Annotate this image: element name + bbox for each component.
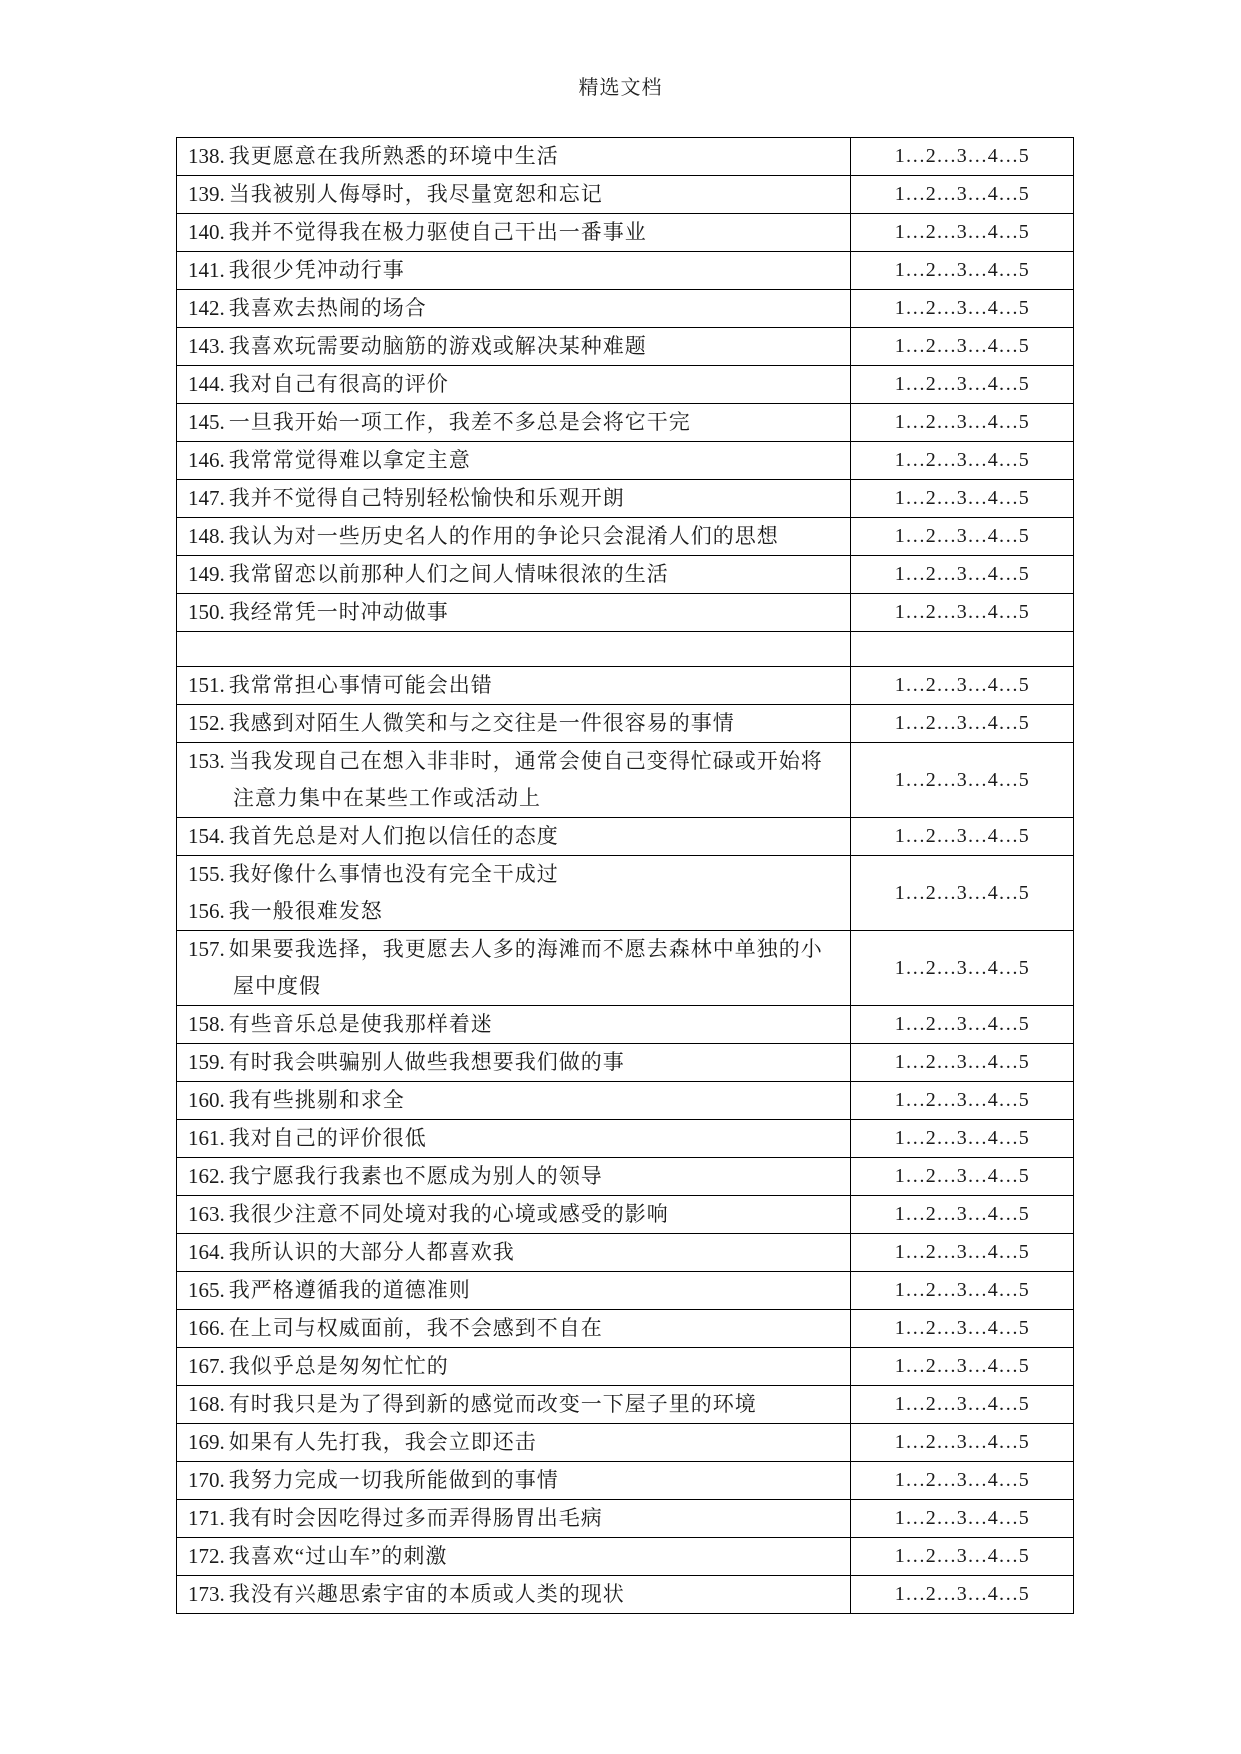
question-number: 172. [188, 1544, 225, 1568]
question-line [188, 1576, 850, 1613]
question-item [188, 518, 850, 555]
question-item [188, 442, 850, 479]
question-item [188, 1196, 850, 1233]
question-item [188, 818, 850, 855]
question-line [188, 893, 850, 930]
question-item [188, 1158, 850, 1195]
table-row [177, 931, 1074, 1006]
table-row [177, 856, 1074, 931]
question-item [188, 176, 850, 213]
rating-cell [851, 1082, 1074, 1120]
question-item [188, 743, 850, 817]
table-row [177, 1234, 1074, 1272]
rating-cell [851, 518, 1074, 556]
question-number: 141. [188, 258, 225, 282]
question-text: 我严格遵循我的道德准则 [228, 1278, 471, 1302]
question-cell [177, 1044, 851, 1082]
question-line [188, 856, 850, 893]
rating-scale: 1…2…3…4…5 [894, 563, 1030, 585]
question-number: 170. [188, 1468, 225, 1492]
question-item [188, 290, 850, 327]
question-line [188, 1006, 850, 1043]
question-cell [177, 632, 851, 667]
table-row [177, 1082, 1074, 1120]
question-cell [177, 705, 851, 743]
rating-scale: 1…2…3…4…5 [894, 1393, 1030, 1415]
table-row [177, 1462, 1074, 1500]
rating-cell [851, 818, 1074, 856]
table-row [177, 1158, 1074, 1196]
question-text: 我有些挑剔和求全 [228, 1088, 405, 1112]
question-line [188, 1462, 850, 1499]
question-number: 145. [188, 410, 225, 434]
question-item [188, 366, 850, 403]
question-line [188, 518, 850, 555]
question-text: 当我发现自己在想入非非时，通常会使自己变得忙碌或开始将 [228, 749, 823, 773]
question-number: 152. [188, 711, 225, 735]
rating-cell [851, 1386, 1074, 1424]
rating-cell [851, 366, 1074, 404]
rating-scale: 1…2…3…4…5 [894, 712, 1030, 734]
table-row [177, 176, 1074, 214]
question-line [188, 290, 850, 327]
page-header: 精选文档 [578, 77, 663, 99]
rating-scale: 1…2…3…4…5 [894, 1355, 1030, 1377]
question-number: 166. [188, 1316, 225, 1340]
table-row [177, 138, 1074, 176]
question-item [188, 1576, 850, 1613]
rating-scale: 1…2…3…4…5 [894, 768, 1030, 791]
rating-scale: 1…2…3…4…5 [894, 411, 1030, 433]
question-cell [177, 138, 851, 176]
question-line [188, 1120, 850, 1157]
question-item [188, 1044, 850, 1081]
question-cell [177, 1310, 851, 1348]
question-text: 在上司与权威面前，我不会感到不自在 [228, 1316, 603, 1340]
rating-scale: 1…2…3…4…5 [894, 525, 1030, 547]
rating-scale: 1…2…3…4…5 [894, 221, 1030, 243]
question-line [188, 1196, 850, 1233]
question-text: 我所认识的大部分人都喜欢我 [228, 1240, 515, 1264]
rating-cell [851, 931, 1074, 1006]
rating-cell [851, 1462, 1074, 1500]
rating-cell [851, 1044, 1074, 1082]
question-item [188, 1424, 850, 1461]
question-item [188, 556, 850, 593]
question-line [188, 743, 850, 780]
question-cell [177, 404, 851, 442]
question-number: 147. [188, 486, 225, 510]
question-line [188, 1310, 850, 1347]
question-item [188, 404, 850, 441]
rating-cell [851, 480, 1074, 518]
question-cell [177, 290, 851, 328]
question-text: 我常常觉得难以拿定主意 [228, 448, 471, 472]
question-line [188, 480, 850, 517]
question-line [188, 1044, 850, 1081]
question-number: 153. [188, 749, 225, 773]
rating-cell [851, 1234, 1074, 1272]
question-line [188, 1424, 850, 1461]
question-number: 149. [188, 562, 225, 586]
question-text: 我认为对一些历史名人的作用的争论只会混淆人们的思想 [228, 524, 779, 548]
rating-cell [851, 1158, 1074, 1196]
question-number: 151. [188, 673, 225, 697]
question-text: 当我被别人侮辱时，我尽量宽恕和忘记 [228, 182, 603, 206]
question-cell [177, 480, 851, 518]
question-line [188, 1158, 850, 1195]
question-text: 有时我会哄骗别人做些我想要我们做的事 [228, 1050, 625, 1074]
question-line [188, 1234, 850, 1271]
table-row [177, 1576, 1074, 1614]
question-item [188, 1082, 850, 1119]
table-row [177, 1386, 1074, 1424]
table-row [177, 1006, 1074, 1044]
question-cell [177, 1424, 851, 1462]
rating-scale: 1…2…3…4…5 [894, 1507, 1030, 1529]
rating-cell [851, 176, 1074, 214]
rating-cell [851, 594, 1074, 632]
question-number: 140. [188, 220, 225, 244]
table-row [177, 1044, 1074, 1082]
rating-scale: 1…2…3…4…5 [894, 335, 1030, 357]
rating-cell [851, 705, 1074, 743]
question-cell [177, 518, 851, 556]
question-text: 我首先总是对人们抱以信任的态度 [228, 824, 559, 848]
question-cell [177, 442, 851, 480]
question-cell [177, 818, 851, 856]
question-text: 我喜欢玩需要动脑筋的游戏或解决某种难题 [228, 334, 647, 358]
question-item [188, 856, 850, 893]
question-cell [177, 214, 851, 252]
question-line [188, 931, 850, 968]
question-line [188, 705, 850, 742]
question-number: 163. [188, 1202, 225, 1226]
table-row [177, 667, 1074, 705]
rating-scale: 1…2…3…4…5 [894, 1051, 1030, 1073]
question-number: 139. [188, 182, 225, 206]
question-text: 如果要我选择，我更愿去人多的海滩而不愿去森林中单独的小 [228, 937, 823, 961]
rating-scale: 1…2…3…4…5 [894, 825, 1030, 847]
rating-cell [851, 1196, 1074, 1234]
question-line [188, 818, 850, 855]
question-number: 138. [188, 144, 225, 168]
question-line [188, 1348, 850, 1385]
rating-cell [851, 1120, 1074, 1158]
question-cell [177, 328, 851, 366]
question-item [188, 1272, 850, 1309]
rating-scale: 1…2…3…4…5 [894, 487, 1030, 509]
question-item [188, 1120, 850, 1157]
question-cell [177, 1158, 851, 1196]
question-number: 164. [188, 1240, 225, 1264]
question-text: 我很少注意不同处境对我的心境或感受的影响 [228, 1202, 669, 1226]
table-row [177, 1538, 1074, 1576]
question-line [188, 1272, 850, 1309]
rating-cell [851, 556, 1074, 594]
rating-scale: 1…2…3…4…5 [894, 145, 1030, 167]
question-line [188, 404, 850, 441]
rating-scale: 1…2…3…4…5 [894, 881, 1030, 904]
rating-cell [851, 1006, 1074, 1044]
question-number: 169. [188, 1430, 225, 1454]
question-text: 有时我只是为了得到新的感觉而改变一下屋子里的环境 [228, 1392, 757, 1416]
question-number: 168. [188, 1392, 225, 1416]
question-text: 我似乎总是匆匆忙忙的 [228, 1354, 449, 1378]
question-text: 我并不觉得我在极力驱使自己干出一番事业 [228, 220, 647, 244]
rating-scale: 1…2…3…4…5 [894, 1013, 1030, 1035]
question-item [188, 931, 850, 1005]
question-number: 156. [188, 899, 225, 923]
table-row [177, 480, 1074, 518]
rating-cell [851, 1576, 1074, 1614]
rating-scale: 1…2…3…4…5 [894, 1583, 1030, 1605]
question-number: 165. [188, 1278, 225, 1302]
question-cell [177, 1576, 851, 1614]
question-line [188, 328, 850, 365]
table-row [177, 818, 1074, 856]
table-row [177, 404, 1074, 442]
rating-scale: 1…2…3…4…5 [894, 1431, 1030, 1453]
rating-scale: 1…2…3…4…5 [894, 1469, 1030, 1491]
rating-scale: 1…2…3…4…5 [894, 956, 1030, 979]
question-number: 158. [188, 1012, 225, 1036]
question-cell [177, 252, 851, 290]
question-cell [177, 1006, 851, 1044]
question-item [188, 1538, 850, 1575]
table-row [177, 1310, 1074, 1348]
question-line [188, 1500, 850, 1537]
question-text: 我对自己有很高的评价 [228, 372, 449, 396]
rating-cell [851, 328, 1074, 366]
question-item [188, 893, 850, 930]
question-number: 150. [188, 600, 225, 624]
question-number: 157. [188, 937, 225, 961]
question-item [188, 252, 850, 289]
question-line [188, 138, 850, 175]
question-cell [177, 1538, 851, 1576]
question-item [188, 594, 850, 631]
table-row [177, 518, 1074, 556]
table-row [177, 442, 1074, 480]
question-item [188, 667, 850, 704]
question-cell [177, 856, 851, 931]
question-number: 142. [188, 296, 225, 320]
table-row [177, 1120, 1074, 1158]
table-row [177, 214, 1074, 252]
question-line [188, 1082, 850, 1119]
question-item [188, 138, 850, 175]
question-cell [177, 1272, 851, 1310]
question-text: 我宁愿我行我素也不愿成为别人的领导 [228, 1164, 603, 1188]
question-text: 我一般很难发怒 [228, 899, 383, 923]
questionnaire-body [177, 138, 1074, 1614]
question-line [188, 176, 850, 213]
table-row [177, 366, 1074, 404]
question-line [188, 214, 850, 251]
question-number: 146. [188, 448, 225, 472]
question-text: 我经常凭一时冲动做事 [228, 600, 449, 624]
question-number: 155. [188, 862, 225, 886]
question-text: 有些音乐总是使我那样着迷 [228, 1012, 493, 1036]
rating-cell [851, 290, 1074, 328]
question-number: 171. [188, 1506, 225, 1530]
table-row [177, 1272, 1074, 1310]
question-item [188, 1310, 850, 1347]
rating-scale: 1…2…3…4…5 [894, 183, 1030, 205]
question-text: 一旦我开始一项工作，我差不多总是会将它干完 [228, 410, 691, 434]
question-line [188, 1538, 850, 1575]
question-text: 屋中度假 [233, 974, 321, 998]
question-text: 我更愿意在我所熟悉的环境中生活 [228, 144, 559, 168]
question-cell [177, 594, 851, 632]
question-item [188, 1462, 850, 1499]
table-row [177, 743, 1074, 818]
rating-cell [851, 1348, 1074, 1386]
question-item [188, 1234, 850, 1271]
question-line [188, 594, 850, 631]
question-number: 160. [188, 1088, 225, 1112]
rating-cell [851, 667, 1074, 705]
question-line [188, 780, 850, 817]
question-text: 我好像什么事情也没有完全干成过 [228, 862, 559, 886]
question-text: 我没有兴趣思索宇宙的本质或人类的现状 [228, 1582, 625, 1606]
question-item [188, 705, 850, 742]
rating-scale: 1…2…3…4…5 [894, 297, 1030, 319]
questionnaire-table [176, 137, 1074, 1614]
question-text: 我感到对陌生人微笑和与之交往是一件很容易的事情 [228, 711, 735, 735]
question-cell [177, 1082, 851, 1120]
question-line [188, 366, 850, 403]
question-text: 我常留恋以前那种人们之间人情味很浓的生活 [228, 562, 669, 586]
table-row [177, 328, 1074, 366]
rating-cell [851, 1538, 1074, 1576]
question-cell [177, 1196, 851, 1234]
question-item [188, 1500, 850, 1537]
question-text: 我常常担心事情可能会出错 [228, 673, 493, 697]
table-row [177, 556, 1074, 594]
question-cell [177, 667, 851, 705]
question-cell [177, 1386, 851, 1424]
question-cell [177, 1120, 851, 1158]
question-item [188, 328, 850, 365]
table-row [177, 290, 1074, 328]
table-row [177, 1500, 1074, 1538]
table-row [177, 1196, 1074, 1234]
question-cell [177, 931, 851, 1006]
question-line [188, 968, 850, 1005]
rating-cell [851, 1424, 1074, 1462]
rating-scale: 1…2…3…4…5 [894, 1279, 1030, 1301]
question-cell [177, 1500, 851, 1538]
question-text: 如果有人先打我，我会立即还击 [228, 1430, 537, 1454]
question-item [188, 480, 850, 517]
question-line [188, 1386, 850, 1423]
question-cell [177, 743, 851, 818]
rating-scale: 1…2…3…4…5 [894, 373, 1030, 395]
question-number: 159. [188, 1050, 225, 1074]
question-number: 162. [188, 1164, 225, 1188]
question-text: 注意力集中在某些工作或活动上 [233, 786, 541, 810]
question-text: 我有时会因吃得过多而弄得肠胃出毛病 [228, 1506, 603, 1530]
question-number: 143. [188, 334, 225, 358]
table-row [177, 705, 1074, 743]
question-number: 148. [188, 524, 225, 548]
question-text: 我很少凭冲动行事 [228, 258, 405, 282]
rating-scale: 1…2…3…4…5 [894, 259, 1030, 281]
question-line [188, 556, 850, 593]
question-item [188, 1006, 850, 1043]
rating-cell [851, 214, 1074, 252]
question-item [188, 1348, 850, 1385]
rating-scale: 1…2…3…4…5 [894, 1545, 1030, 1567]
rating-cell [851, 743, 1074, 818]
question-cell [177, 176, 851, 214]
rating-cell [851, 138, 1074, 176]
rating-cell [851, 632, 1074, 667]
question-cell [177, 1234, 851, 1272]
question-item [188, 1386, 850, 1423]
question-text: 我并不觉得自己特别轻松愉快和乐观开朗 [228, 486, 625, 510]
question-line [188, 252, 850, 289]
question-text: 我对自己的评价很低 [228, 1126, 427, 1150]
rating-cell [851, 442, 1074, 480]
question-text: 我喜欢去热闹的场合 [228, 296, 427, 320]
rating-scale: 1…2…3…4…5 [894, 1203, 1030, 1225]
rating-scale: 1…2…3…4…5 [894, 601, 1030, 623]
table-row [177, 1424, 1074, 1462]
rating-scale: 1…2…3…4…5 [894, 1127, 1030, 1149]
table-row [177, 594, 1074, 632]
question-cell [177, 366, 851, 404]
table-row [177, 1348, 1074, 1386]
question-cell [177, 1462, 851, 1500]
rating-scale: 1…2…3…4…5 [894, 1165, 1030, 1187]
question-number: 144. [188, 372, 225, 396]
rating-cell [851, 856, 1074, 931]
rating-scale: 1…2…3…4…5 [894, 674, 1030, 696]
blank-row [177, 632, 1074, 667]
question-number: 167. [188, 1354, 225, 1378]
rating-scale: 1…2…3…4…5 [894, 449, 1030, 471]
question-text: 我努力完成一切我所能做到的事情 [228, 1468, 559, 1492]
rating-scale: 1…2…3…4…5 [894, 1241, 1030, 1263]
rating-scale: 1…2…3…4…5 [894, 1089, 1030, 1111]
rating-cell [851, 1272, 1074, 1310]
question-text: 我喜欢“过山车”的刺激 [228, 1544, 448, 1568]
rating-cell [851, 252, 1074, 290]
table-row [177, 252, 1074, 290]
question-number: 173. [188, 1582, 225, 1606]
question-number: 154. [188, 824, 225, 848]
question-number: 161. [188, 1126, 225, 1150]
question-item [188, 214, 850, 251]
question-line [188, 667, 850, 704]
rating-cell [851, 1500, 1074, 1538]
question-cell [177, 1348, 851, 1386]
rating-cell [851, 1310, 1074, 1348]
question-cell [177, 556, 851, 594]
rating-cell [851, 404, 1074, 442]
rating-scale: 1…2…3…4…5 [894, 1317, 1030, 1339]
question-line [188, 442, 850, 479]
